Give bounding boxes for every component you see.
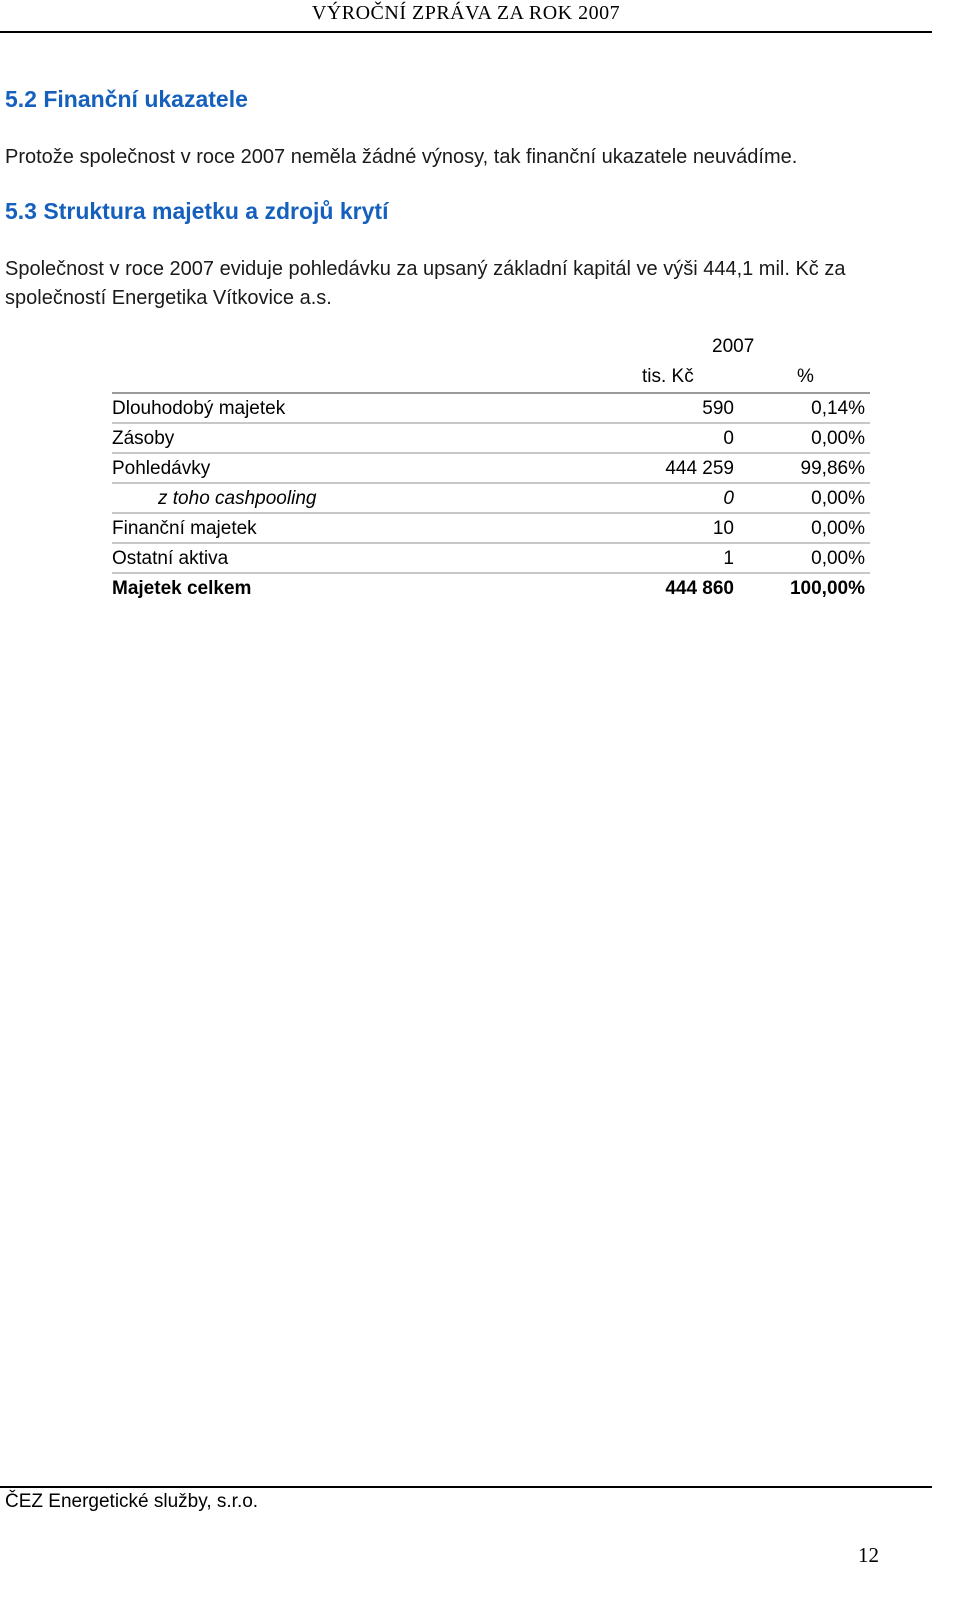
table-row-total xyxy=(112,574,870,602)
row-label: Pohledávky xyxy=(112,458,211,479)
row-percent: 0,14% xyxy=(811,398,865,419)
row-percent: 0,00% xyxy=(811,548,865,569)
section-heading-financial-indicators: 5.2 Finanční ukazatele xyxy=(5,86,248,112)
page-header-title: VÝROČNÍ ZPRÁVA ZA ROK 2007 xyxy=(311,2,621,24)
section-heading-asset-structure: 5.3 Struktura majetku a zdrojů krytí xyxy=(5,198,389,224)
row-value: 0 xyxy=(723,428,734,449)
row-percent: 0,00% xyxy=(811,518,865,539)
row-value: 0 xyxy=(723,488,734,509)
row-value: 10 xyxy=(712,518,734,539)
paragraph-asset-structure: Společnost v roce 2007 eviduje pohledávku za upsaný základní kapitál ve výši 444,1 mil. Kč za společností Energetika Vítkovice a.s. xyxy=(5,258,846,309)
table-header-year: 2007 xyxy=(712,336,755,357)
header-rule xyxy=(0,31,932,33)
row-percent: 100,00% xyxy=(789,578,865,599)
row-percent: 0,00% xyxy=(811,428,865,449)
footer-company-name: ČEZ Energetické služby, s.r.o. xyxy=(5,1491,259,1512)
row-value: 590 xyxy=(702,398,734,419)
table-header-percent: % xyxy=(797,366,814,387)
row-value: 1 xyxy=(723,548,734,569)
page-number: 12 xyxy=(858,1543,879,1567)
table-row-subitem xyxy=(112,484,870,514)
row-label: Majetek celkem xyxy=(112,578,252,599)
table-header-units-row xyxy=(112,364,870,394)
row-value: 444 259 xyxy=(665,458,734,479)
row-value: 444 860 xyxy=(665,578,734,599)
row-percent: 0,00% xyxy=(811,488,865,509)
asset-structure-table xyxy=(112,336,870,602)
footer-rule xyxy=(0,1486,932,1488)
table-header-units: tis. Kč xyxy=(642,366,694,387)
table-row xyxy=(112,454,870,484)
row-label: Finanční majetek xyxy=(112,518,257,539)
row-label: Dlouhodobý majetek xyxy=(112,398,286,419)
row-label: z toho cashpooling xyxy=(158,488,317,509)
paragraph-financial-indicators: Protože společnost v roce 2007 neměla žádné výnosy, tak finanční ukazatele neuvádíme. xyxy=(5,146,798,168)
row-label: Ostatní aktiva xyxy=(112,548,229,569)
table-header-year-row xyxy=(112,336,870,364)
table-row xyxy=(112,394,870,424)
table-row xyxy=(112,514,870,544)
row-percent: 99,86% xyxy=(800,458,865,479)
table-row xyxy=(112,544,870,574)
row-label: Zásoby xyxy=(112,428,175,449)
table-row xyxy=(112,424,870,454)
